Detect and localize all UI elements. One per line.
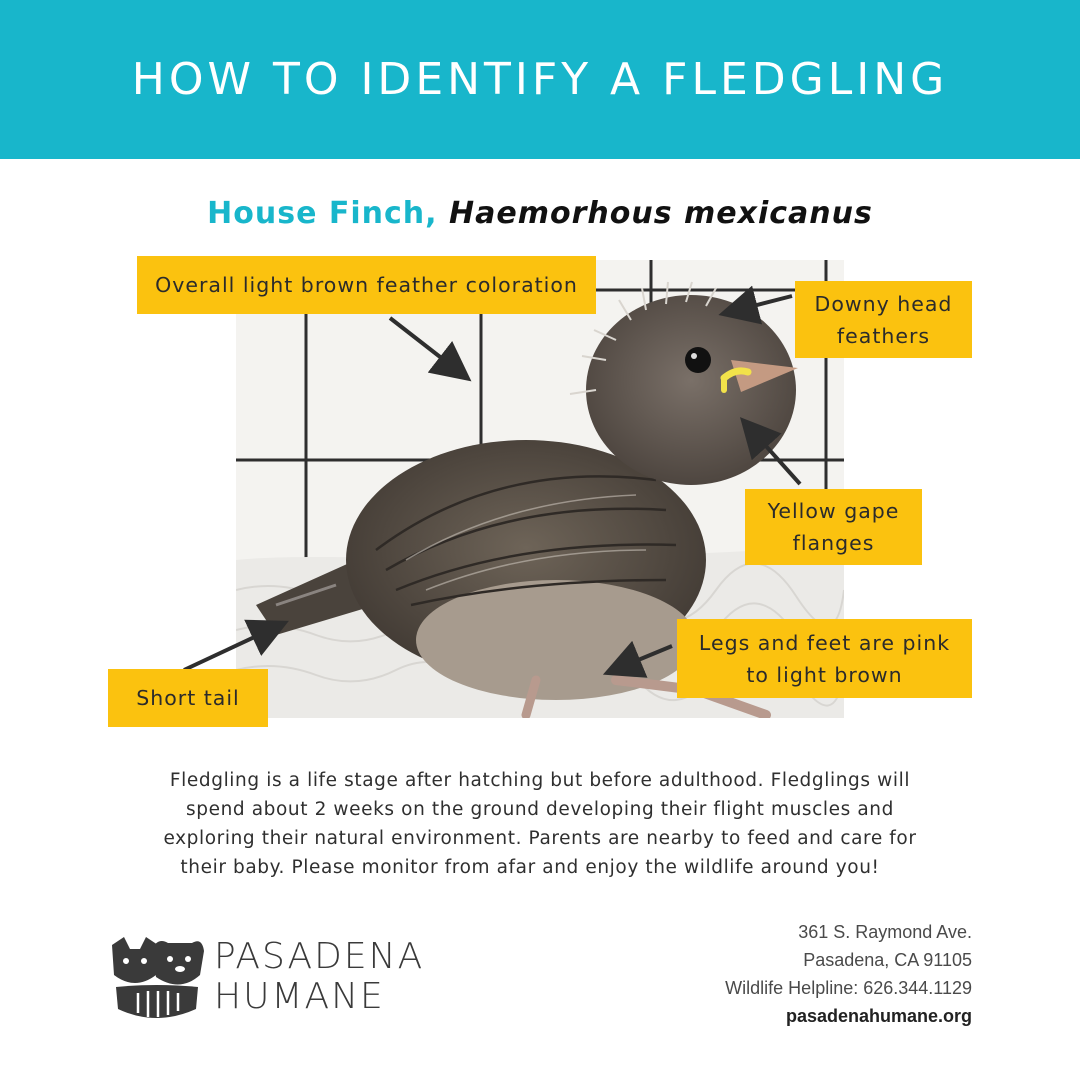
description-line: their baby. Please monitor from afar and enjoy the wildlife around you! bbox=[180, 857, 880, 878]
website-link[interactable]: pasadenahumane.org bbox=[785, 1006, 972, 1026]
common-name: House Finch, bbox=[207, 196, 438, 231]
label-tail-text: Short tail bbox=[136, 686, 240, 710]
header-banner bbox=[0, 0, 1080, 159]
description-line: exploring their natural environment. Parents are nearby to feed and care for bbox=[163, 828, 917, 849]
label-legs-line1: Legs and feet are pink bbox=[698, 630, 951, 655]
label-short-tail bbox=[108, 669, 268, 727]
cat-dog-logo-icon bbox=[108, 935, 204, 1025]
label-downy-line1: Downy head bbox=[814, 291, 953, 316]
logo-line1: PASADENA bbox=[214, 936, 425, 977]
description-line: Fledgling is a life stage after hatching but before adulthood. Fledglings will bbox=[169, 770, 911, 791]
street-address: 361 S. Raymond Ave. bbox=[798, 922, 972, 942]
pasadena-humane-logo bbox=[108, 935, 448, 1025]
label-gape-flanges bbox=[745, 489, 922, 565]
helpline-number: Wildlife Helpline: 626.344.1129 bbox=[725, 978, 972, 998]
city-address: Pasadena, CA 91105 bbox=[803, 950, 972, 970]
label-downy-head bbox=[795, 281, 972, 358]
label-coloration-text: Overall light brown feather coloration bbox=[155, 273, 578, 297]
label-legs-feet bbox=[677, 619, 972, 698]
description-paragraph bbox=[130, 766, 950, 882]
species-heading bbox=[0, 196, 1080, 231]
label-gape-line2: flanges bbox=[792, 531, 875, 555]
contact-block bbox=[725, 918, 972, 1030]
description-line: spend about 2 weeks on the ground developing their flight muscles and bbox=[186, 799, 894, 820]
logo-line2: HUMANE bbox=[214, 976, 385, 1017]
label-gape-line1: Yellow gape bbox=[767, 499, 900, 523]
page-title: HOW TO IDENTIFY A FLEDGLING bbox=[131, 54, 949, 105]
label-coloration bbox=[137, 256, 596, 314]
logo-wordmark bbox=[214, 937, 424, 1017]
label-legs-line2: to light brown bbox=[746, 662, 903, 687]
label-downy-line2: feathers bbox=[836, 323, 931, 348]
scientific-name: Haemorhous mexicanus bbox=[449, 196, 873, 231]
